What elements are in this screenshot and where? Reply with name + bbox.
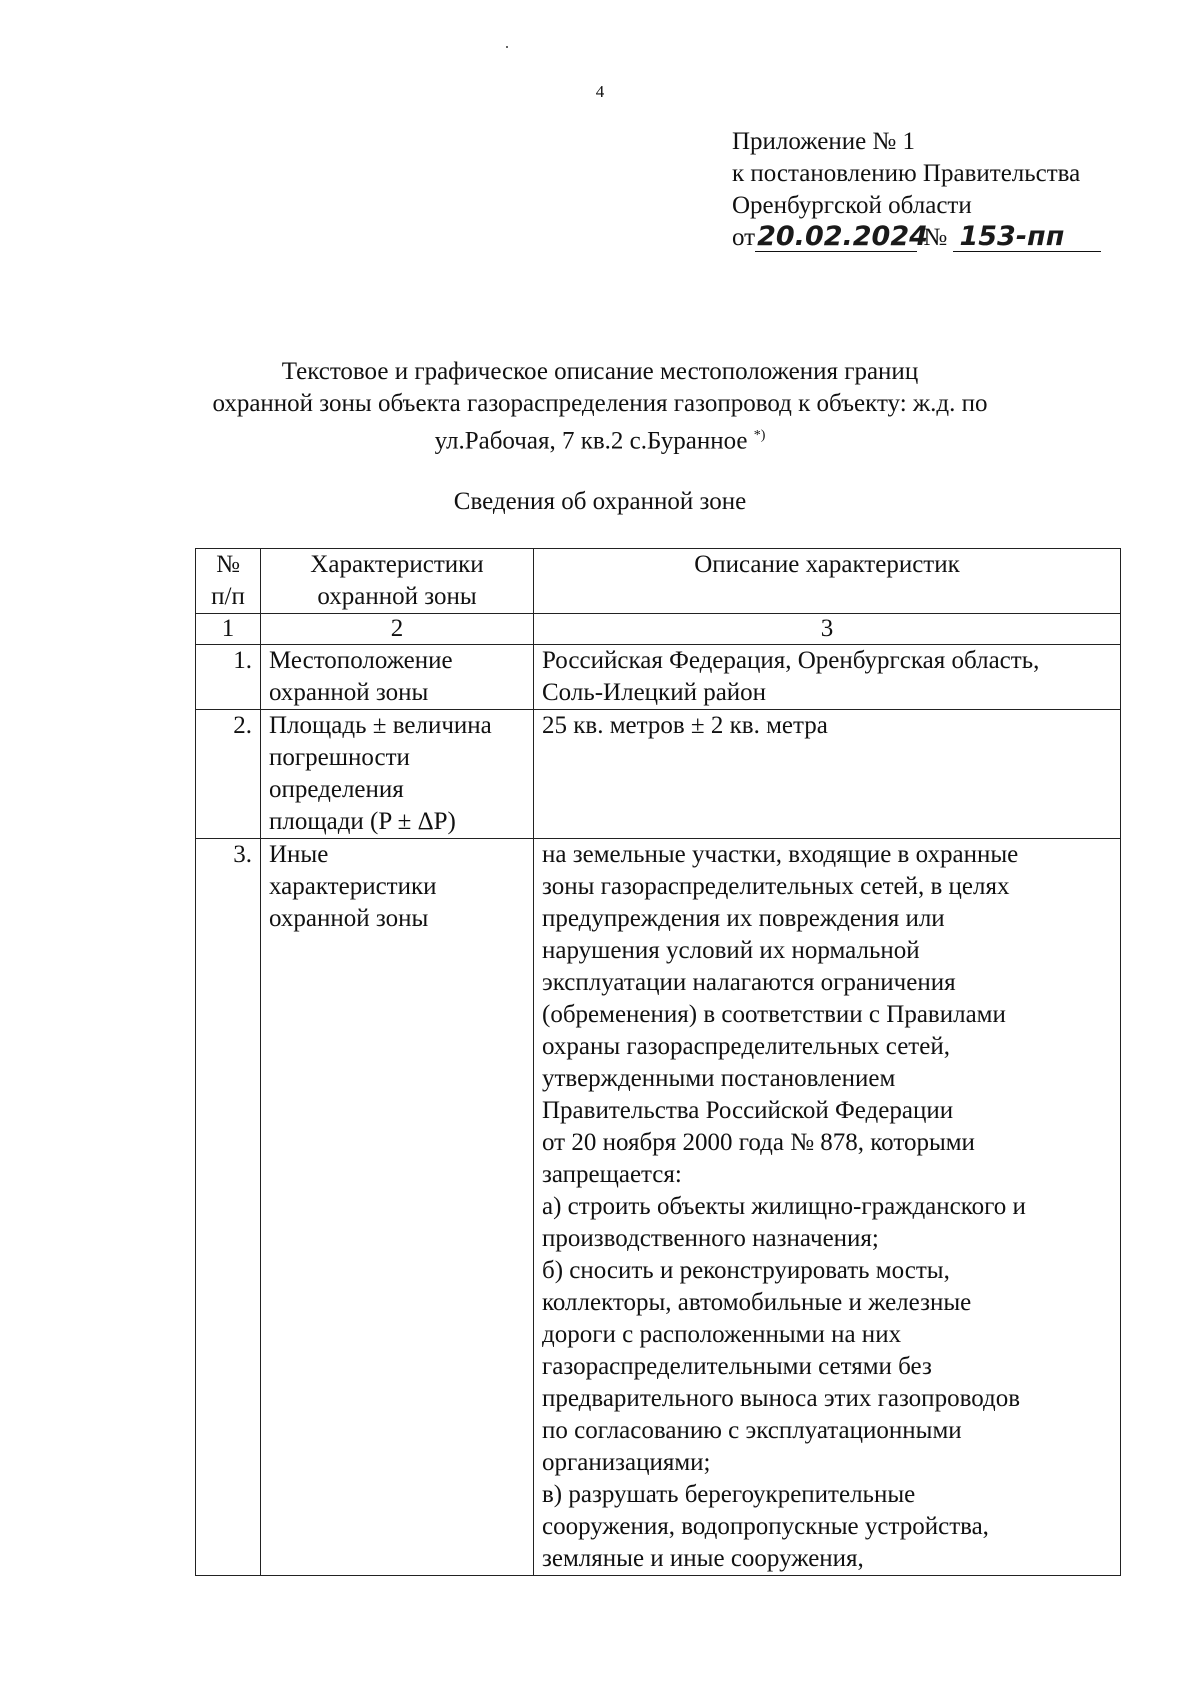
scan-dot — [506, 46, 508, 48]
row-description-line: в) разрушать берегоукрепительные — [542, 1481, 916, 1508]
from-label: от — [732, 224, 756, 251]
title-line-3-text: ул.Рабочая, 7 кв.2 с.Буранное — [434, 427, 748, 455]
appendix-date-number-line — [732, 222, 1101, 254]
row-description-line: запрещается: — [542, 1161, 682, 1188]
title-line-2: охранной зоны объекта газораспределения газопровод к объекту: ж.д. по — [212, 390, 988, 417]
row-description-line: зоны газораспределительных сетей, в целях — [542, 873, 1010, 900]
header-number-line-1: № — [216, 551, 240, 578]
row-characteristic-line: Местоположение — [269, 647, 453, 674]
row-characteristic — [261, 839, 534, 1576]
row-description — [534, 839, 1121, 1576]
column-number-2: 2 — [261, 614, 534, 645]
row-characteristic — [261, 710, 534, 839]
row-description-line: охраны газораспределительных сетей, — [542, 1033, 950, 1060]
page-number: 4 — [595, 82, 605, 101]
title-line-1: Текстовое и графическое описание местоположения границ — [281, 358, 919, 385]
row-characteristic — [261, 645, 534, 710]
row-description-line: на земельные участки, входящие в охранные — [542, 841, 1019, 868]
row-description-line: нарушения условий их нормальной — [542, 937, 920, 964]
row-description-line: по согласованию с эксплуатационными — [542, 1417, 962, 1444]
row-number: 1. — [196, 645, 261, 710]
row-description-line: сооружения, водопропускные устройства, — [542, 1513, 989, 1540]
row-description — [534, 710, 1121, 839]
row-description — [534, 645, 1121, 710]
section-title: Сведения об охранной зоне — [453, 488, 747, 515]
header-characteristics-line-1: Характеристики — [310, 551, 484, 578]
row-description-line: утвержденными постановлением — [542, 1065, 896, 1092]
appendix-line-1: Приложение № 1 — [732, 128, 916, 155]
row-characteristic-line: погрешности — [269, 744, 410, 771]
row-characteristic-line: охранной зоны — [269, 679, 429, 706]
row-characteristic-line: характеристики — [269, 873, 437, 900]
protection-zone-table — [195, 548, 1121, 1576]
table-row — [196, 839, 1121, 1576]
appendix-block — [732, 126, 1101, 254]
row-characteristic-line: охранной зоны — [269, 905, 429, 932]
row-description-line: земляные и иные сооружения, — [542, 1545, 864, 1572]
table-header-row — [196, 549, 1121, 614]
row-number: 3. — [196, 839, 261, 1576]
row-characteristic-line: определения — [269, 776, 404, 803]
document-title — [0, 356, 1200, 457]
row-description-line: предварительного выноса этих газопроводов — [542, 1385, 1021, 1412]
row-description-line: Соль-Илецкий район — [542, 679, 767, 706]
header-cell-number — [196, 549, 261, 614]
row-characteristic-line: Площадь ± величина — [269, 712, 492, 739]
row-description-line: эксплуатации налагаются ограничения — [542, 969, 956, 996]
footnote-mark: *) — [753, 428, 766, 443]
header-cell-description: Описание характеристик — [534, 549, 1121, 614]
appendix-line-3: Оренбургской области — [732, 192, 972, 219]
row-description-line: коллекторы, автомобильные и железные — [542, 1289, 972, 1316]
row-description-line: от 20 ноября 2000 года № 878, которыми — [542, 1129, 975, 1156]
table-row — [196, 645, 1121, 710]
row-description-line: организациями; — [542, 1449, 711, 1476]
table-row — [196, 710, 1121, 839]
row-number: 2. — [196, 710, 261, 839]
row-description-line: 25 кв. метров ± 2 кв. метра — [542, 712, 828, 739]
number-label: № — [923, 224, 948, 251]
header-number-line-2: п/п — [211, 583, 245, 610]
row-description-line: а) строить объекты жилищно-гражданского и — [542, 1193, 1026, 1220]
row-description-line: б) сносить и реконструировать мосты, — [542, 1257, 950, 1284]
row-characteristic-line: площади (P ± ΔP) — [269, 808, 456, 835]
column-number-3: 3 — [534, 614, 1121, 645]
title-line-3 — [0, 420, 1200, 457]
row-description-line: (обременения) в соответствии с Правилами — [542, 1001, 1006, 1028]
header-cell-characteristics — [261, 549, 534, 614]
table-column-number-row — [196, 614, 1121, 645]
row-description-line: Российская Федерация, Оренбургская область, — [542, 647, 1040, 674]
row-description-line: производственного назначения; — [542, 1225, 879, 1252]
row-characteristic-line: Иные — [269, 841, 329, 868]
handwritten-number: 153-пп — [953, 223, 1101, 252]
row-description-line: дороги с расположенными на них — [542, 1321, 902, 1348]
row-description-line: предупреждения их повреждения или — [542, 905, 945, 932]
row-description-line: газораспределительными сетями без — [542, 1353, 932, 1380]
handwritten-date: 20.02.2024 — [757, 221, 928, 252]
header-characteristics-line-2: охранной зоны — [317, 583, 477, 610]
column-number-1: 1 — [196, 614, 261, 645]
appendix-line-2: к постановлению Правительства — [732, 160, 1081, 187]
row-description-line: Правительства Российской Федерации — [542, 1097, 954, 1124]
